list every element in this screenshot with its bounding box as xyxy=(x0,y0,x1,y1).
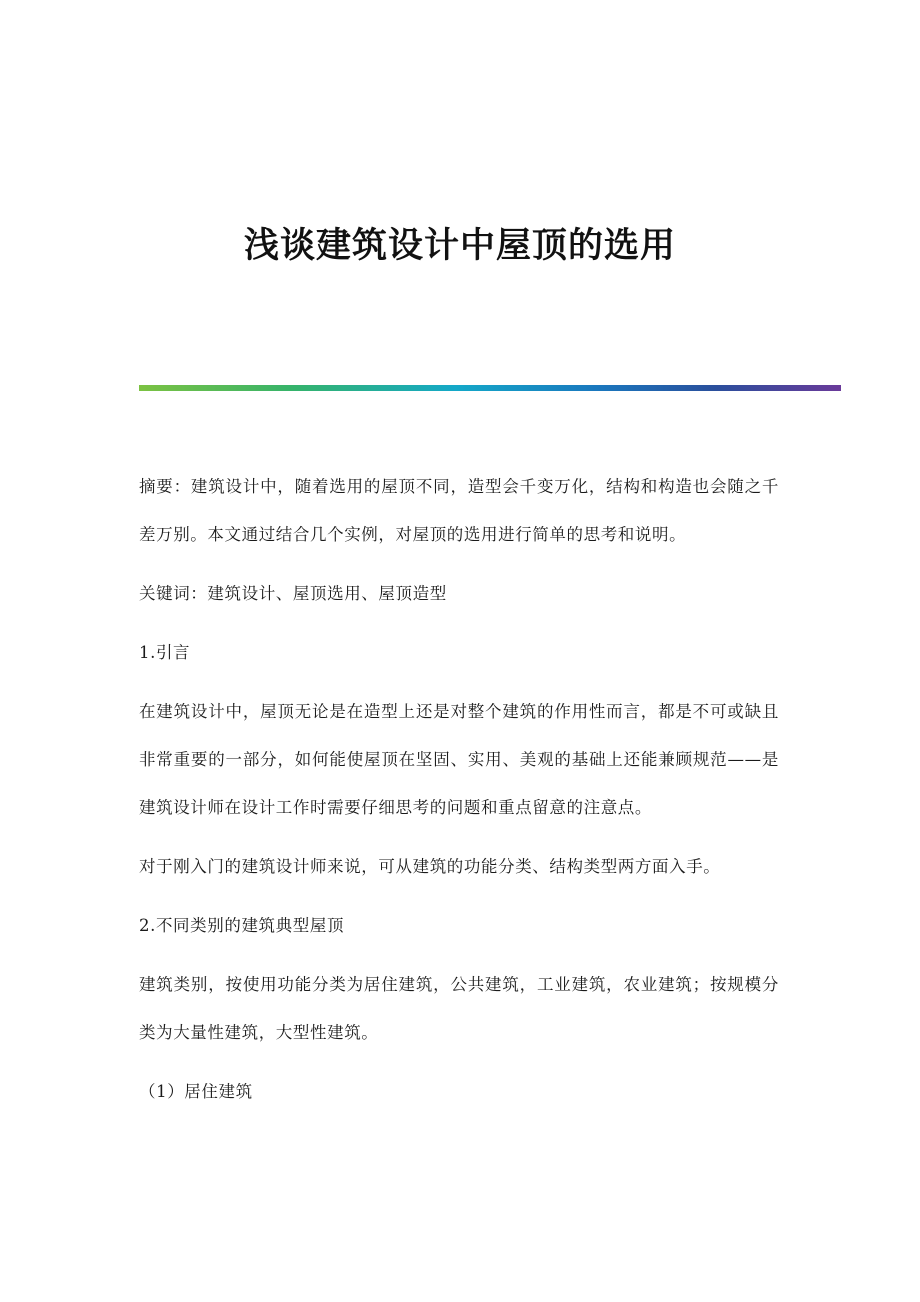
document-body xyxy=(139,463,779,1127)
section-heading-building-types: 2.不同类别的建筑典型屋顶 xyxy=(139,916,345,935)
subsection-heading-residential: （1）居住建筑 xyxy=(139,1082,253,1101)
abstract-paragraph: 摘要：建筑设计中，随着选用的屋顶不同，造型会千变万化，结构和构造也会随之千差万别。本文通过结合几个实例，对屋顶的选用进行简单的思考和说明。 xyxy=(139,477,779,544)
document-title: 浅谈建筑设计中屋顶的选用 xyxy=(243,226,676,266)
section-heading-introduction: 1.引言 xyxy=(139,643,191,662)
introduction-paragraph-1: 在建筑设计中，屋顶无论是在造型上还是对整个建筑的作用性而言，都是不可或缺且非常重要的一部分，如何能使屋顶在坚固、实用、美观的基础上还能兼顾规范——是建筑设计师在设计工作时需要仔细思考的问题和重点留意的注意点。 xyxy=(139,702,779,817)
building-types-paragraph: 建筑类别，按使用功能分类为居住建筑，公共建筑，工业建筑，农业建筑；按规模分类为大量性建筑，大型性建筑。 xyxy=(139,975,779,1042)
gradient-divider xyxy=(139,385,841,391)
keywords-paragraph: 关键词：建筑设计、屋顶选用、屋顶造型 xyxy=(139,584,447,603)
introduction-paragraph-2: 对于刚入门的建筑设计师来说，可从建筑的功能分类、结构类型两方面入手。 xyxy=(139,857,721,876)
